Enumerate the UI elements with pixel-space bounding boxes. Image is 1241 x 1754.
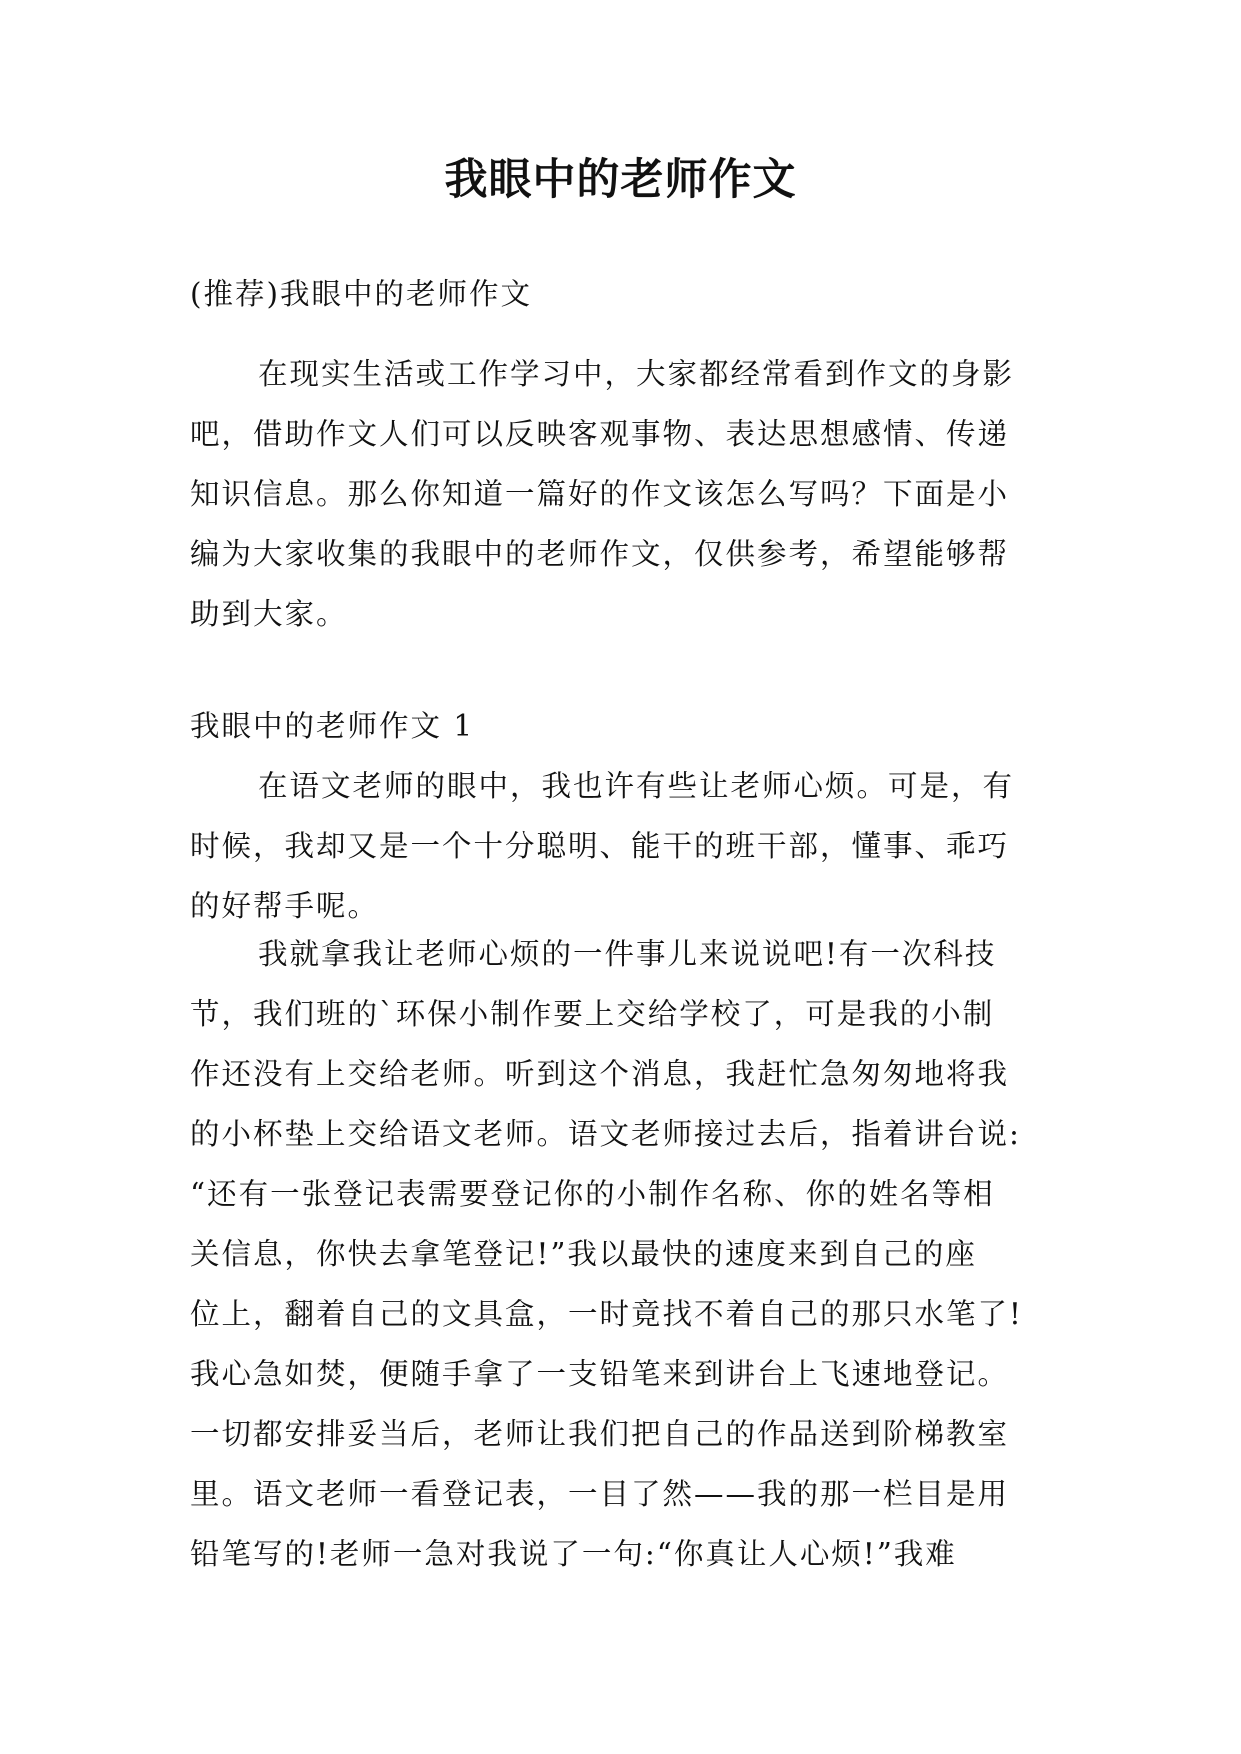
body-paragraph-2: 我就拿我让老师心烦的一件事儿来说说吧!有一次科技 节，我们班的`环保小制作要上交给学校了，可是我的小制 作还没有上交给老师。听到这个消息，我赶忙急匆匆地将我 的小杯垫上交给语文老师。语文老师接过去后，指着讲台说: “还有一张登记表需要登记你的小制作名称、你的姓名等相 关信息，你快去拿笔登记!”我以最快的速度来到自己的座 位上，翻着自己的文具盒，一时竟找不着自己的那只水笔了! 我心急如焚，便随手拿了一支铅笔来到讲台上飞速地登记。 一切都安排妥当后，老师让我们把自己的作品送到阶梯教室 里。语文老师一看登记表，一目了然——我的那一栏目是用 铅笔写的!老师一急对我说了一句:“你真让人心烦!”我难 [190, 937, 1023, 1571]
document-title: 我眼中的老师作文 [444, 155, 797, 205]
body-paragraph-1: 在语文老师的眼中，我也许有些让老师心烦。可是，有 时候，我却又是一个十分聪明、能干的班干部，懂事、乖巧 的好帮手呢。 [190, 769, 1015, 923]
section-heading: 我眼中的老师作文 1 [190, 709, 475, 743]
intro-paragraph: 在现实生活或工作学习中，大家都经常看到作文的身影 吧，借助作文人们可以反映客观事物、表达思想感情、传递 知识信息。那么你知道一篇好的作文该怎么写吗？下面是小 编为大家收集的我眼中的老师作文，仅供参考，希望能够帮 助到大家。 [190, 357, 1015, 631]
intro-heading: (推荐)我眼中的老师作文 [190, 277, 533, 311]
